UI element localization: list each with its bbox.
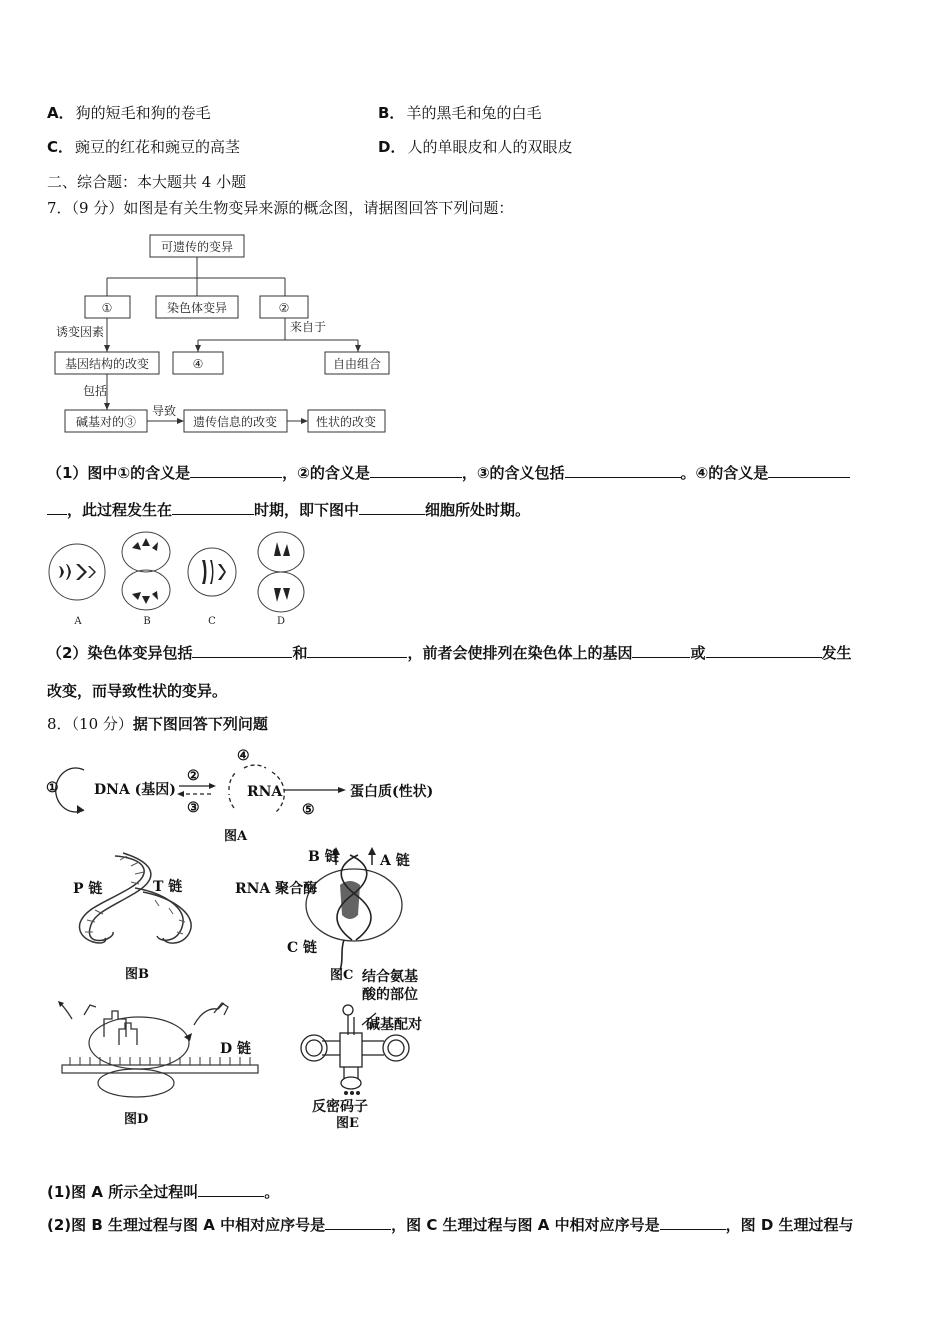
q8-number: 8．: [47, 715, 72, 733]
cell-label-a: A: [74, 616, 82, 627]
fige-site-line1: 结合氨基: [362, 969, 418, 985]
cell-label-d: D: [276, 616, 286, 627]
figure-e: [292, 965, 442, 1130]
option-d-text: 人的单眼皮和人的双眼皮: [407, 138, 573, 156]
cm-n1: ①: [101, 301, 113, 315]
q7-part1-line2: [47, 499, 530, 520]
cm-free: 自由组合: [332, 357, 382, 371]
cm-base-pair: 碱基对的③: [75, 415, 137, 429]
figd-d-chain: D 链: [220, 1041, 252, 1057]
section-heading: 二、综合题：本大题共 4 小题: [47, 173, 247, 191]
cm-gene-change: 基因结构的改变: [64, 357, 150, 371]
q7-p1-text-a: （1）图中①的含义是: [47, 464, 191, 482]
blank-13[interactable]: [660, 1215, 726, 1230]
q7-part1-line1: [47, 462, 850, 483]
amino-acid-site: [343, 1005, 353, 1015]
fige-base-pair: 碱基配对: [366, 1017, 422, 1033]
option-c-label: C．: [47, 138, 74, 156]
figc-rna-pol: RNA 聚合酶: [235, 881, 318, 897]
q8-part1: [47, 1181, 279, 1202]
figure-b: [65, 848, 210, 983]
fige-site-line2: 酸的部位: [362, 987, 418, 1003]
q7-p1-text-b: ，②的含义是: [282, 464, 370, 482]
figc-caption: 图C: [330, 968, 354, 983]
q7-p1-text-d: 。④的含义是: [680, 464, 769, 482]
cm-root: 可遗传的变异: [160, 240, 234, 254]
option-b: [378, 102, 541, 123]
q8-p2-text-a: (2)图 B 生理过程与图 A 中相对应序号是: [47, 1216, 326, 1234]
figc-a-chain: A 链: [380, 853, 410, 869]
cell-a: [49, 544, 105, 600]
figa-caption: 图A: [224, 829, 248, 844]
cm-chrom: 染色体变异: [166, 301, 228, 315]
option-a: [47, 102, 211, 123]
q7-p2-text-e: 发生: [821, 644, 852, 662]
figure-c: [232, 845, 422, 985]
figa-c1: ①: [46, 780, 59, 796]
q8-part2: [47, 1214, 854, 1235]
figb-t-chain: T 链: [153, 879, 183, 895]
figa-protein: 蛋白质(性状): [350, 784, 434, 800]
q7-number: 7．: [47, 199, 72, 217]
q7-p1-text-e: ，此过程发生在: [67, 501, 173, 519]
q7-part2-line2: 改变，而导致性状的变异。: [47, 682, 228, 700]
figure-a: [44, 742, 434, 847]
cm-trait: 性状的改变: [315, 415, 377, 429]
q8-p2-text-c: ，图 D 生理过程与: [725, 1216, 854, 1234]
figb-caption: 图B: [125, 967, 149, 982]
figure-d: [44, 995, 274, 1130]
figd-caption: 图D: [124, 1112, 149, 1127]
q7-stem-text: 如图是有关生物变异来源的概念图，请据图回答下列问题：: [123, 199, 514, 217]
figa-c3: ③: [187, 800, 200, 816]
cell-c: [188, 548, 236, 596]
q7-part2-line1: [47, 642, 852, 663]
q7-p2-text-b: 和: [292, 644, 308, 662]
blank-3[interactable]: [565, 463, 681, 478]
figa-dna: DNA (基因): [94, 782, 176, 798]
q7-p1-text-c: ，③的含义包括: [461, 464, 565, 482]
cm-info-change: 遗传信息的改变: [192, 415, 278, 429]
cm-n2: ②: [278, 301, 290, 315]
figa-c4: ④: [237, 748, 250, 764]
cell-label-c: C: [208, 616, 216, 627]
cell-b: [122, 532, 170, 610]
figc-c-chain: C 链: [287, 940, 318, 956]
q7-p1-text-g: 细胞所处时期。: [425, 501, 531, 519]
cell-d: [258, 532, 304, 612]
replication-loop: [56, 768, 84, 812]
q8-stem: [47, 713, 268, 734]
option-d: [378, 136, 572, 157]
cm-label-mutagen: 诱变因素: [55, 325, 105, 339]
figc-b-chain: B 链: [308, 849, 339, 865]
cell-label-b: B: [143, 616, 151, 627]
blank-5[interactable]: [172, 500, 254, 515]
q7-p2-text-c: ，前者会使排列在染色体上的基因: [407, 644, 633, 662]
q7-p1-text-f: 时期，即下图中: [254, 501, 360, 519]
figb-p-chain: P 链: [73, 881, 103, 897]
option-b-text: 羊的黑毛和兔的白毛: [406, 104, 542, 122]
q8-p1-text-b: 。: [264, 1183, 280, 1201]
blank-10[interactable]: [706, 643, 822, 658]
option-c: [47, 136, 240, 157]
blank-2[interactable]: [370, 463, 462, 478]
figa-c5: ⑤: [302, 802, 315, 818]
q8-stem-text: 据下图回答下列问题: [132, 715, 268, 733]
q7-score: （9 分）: [71, 199, 124, 217]
blank-1[interactable]: [190, 463, 282, 478]
cm-label-from: 来自于: [289, 320, 327, 334]
q7-stem: [47, 197, 513, 218]
fige-caption: 图E: [336, 1116, 359, 1131]
option-c-text: 豌豆的红花和豌豆的高茎: [75, 138, 241, 156]
blank-12[interactable]: [325, 1215, 391, 1230]
cm-label-include: 包括: [82, 384, 108, 398]
cm-n4: ④: [192, 357, 204, 371]
blank-4a[interactable]: [768, 463, 850, 478]
blank-9[interactable]: [632, 643, 690, 658]
fige-anticodon: 反密码子: [312, 1099, 368, 1115]
blank-8[interactable]: [307, 643, 407, 658]
q8-score: （10 分）: [71, 715, 133, 733]
figa-rna: RNA: [247, 784, 283, 800]
option-d-label: D．: [378, 138, 406, 156]
option-a-text: 狗的短毛和狗的卷毛: [75, 104, 211, 122]
figa-c2: ②: [187, 768, 200, 784]
cell-division-figure: [44, 530, 314, 630]
cm-label-lead: 导致: [151, 404, 177, 418]
q8-p1-text-a: (1)图 A 所示全过程叫: [47, 1183, 199, 1201]
blank-4b[interactable]: [47, 500, 67, 515]
blank-11[interactable]: [198, 1182, 264, 1197]
blank-6[interactable]: [359, 500, 425, 515]
option-a-label: A．: [47, 104, 74, 122]
q8-p2-text-b: ，图 C 生理过程与图 A 中相对应序号是: [391, 1216, 660, 1234]
option-b-label: B．: [378, 104, 405, 122]
concept-map: [50, 230, 400, 435]
q7-p2-text-a: （2）染色体变异包括: [47, 644, 193, 662]
q7-p2-text-d: 或: [690, 644, 706, 662]
blank-7[interactable]: [192, 643, 292, 658]
